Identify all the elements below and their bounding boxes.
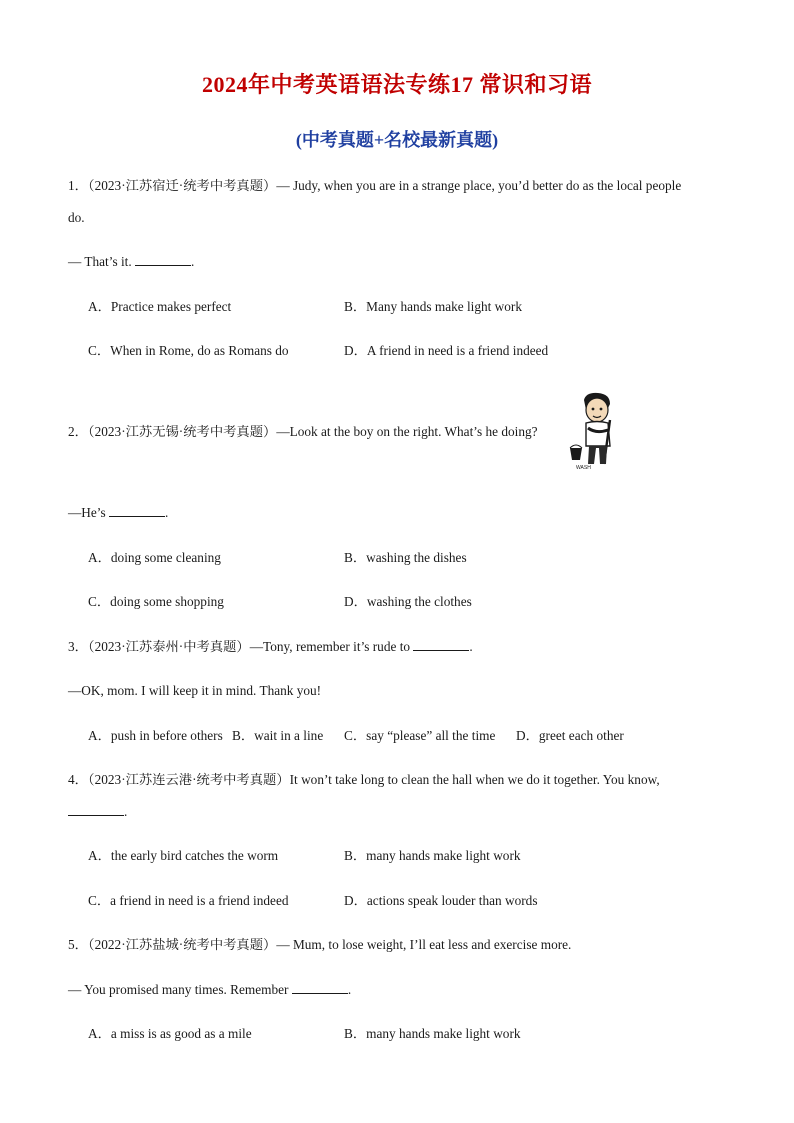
- question-text: — Mum, to lose weight, I’ll eat less and exercise more.: [276, 937, 572, 952]
- option-c[interactable]: C．doing some shopping: [88, 594, 224, 609]
- question-text: It won’t take long to clean the hall when we do it together. You know,: [289, 772, 660, 787]
- question-4-stem-cont: .: [68, 803, 127, 821]
- question-3-reply: —OK, mom. I will keep it in mind. Thank you!: [68, 683, 322, 698]
- boy-mopping-illustration: [566, 390, 626, 470]
- question-1-stem-cont: do.: [68, 210, 85, 225]
- question-4-stem: [68, 771, 660, 789]
- question-5-stem: [68, 936, 571, 954]
- question-5-reply: — You promised many times. Remember .: [68, 982, 352, 997]
- question-source: （2023·江苏无锡·统考中考真题）: [87, 424, 277, 439]
- option-a[interactable]: A．Practice makes perfect: [88, 299, 232, 314]
- illustration-caption: WASH: [576, 465, 591, 470]
- question-2-reply: —He’s .: [68, 505, 169, 520]
- option-b[interactable]: B．Many hands make light work: [344, 299, 523, 314]
- option-a[interactable]: A．a miss is as good as a mile: [88, 1026, 252, 1041]
- option-a[interactable]: A．push in before others: [88, 728, 223, 743]
- page-title: 2024年中考英语语法专练17 常识和习语: [201, 72, 592, 97]
- option-d[interactable]: D．greet each other: [516, 728, 624, 743]
- question-number: 1．: [68, 178, 88, 193]
- question-number: 4．: [68, 772, 88, 787]
- answer-blank[interactable]: [292, 981, 348, 994]
- option-a[interactable]: A．doing some cleaning: [88, 550, 221, 565]
- question-1-reply: — That’s it. .: [68, 254, 195, 269]
- question-number: 2．: [68, 424, 88, 439]
- page-subtitle: (中考真题+名校最新真题): [295, 130, 499, 150]
- option-b[interactable]: B．many hands make light work: [344, 848, 521, 863]
- question-source: （2023·江苏泰州·中考真题）: [87, 639, 250, 654]
- answer-blank[interactable]: [135, 253, 191, 266]
- option-b[interactable]: B．many hands make light work: [344, 1026, 521, 1041]
- option-d[interactable]: D．A friend in need is a friend indeed: [344, 343, 549, 358]
- option-d[interactable]: D．actions speak louder than words: [344, 893, 538, 908]
- question-source: （2023·江苏宿迁·统考中考真题）: [87, 178, 277, 193]
- option-d[interactable]: D．washing the clothes: [344, 594, 472, 609]
- question-source: （2023·江苏连云港·统考中考真题）: [87, 772, 290, 787]
- option-c[interactable]: C．a friend in need is a friend indeed: [88, 893, 289, 908]
- question-source: （2022·江苏盐城·统考中考真题）: [87, 937, 277, 952]
- question-text: — Judy, when you are in a strange place, you’d better do as the local people: [276, 178, 682, 193]
- answer-blank[interactable]: [68, 803, 124, 816]
- question-text: —Look at the boy on the right. What’s he doing?: [276, 424, 538, 439]
- option-a[interactable]: A．the early bird catches the worm: [88, 848, 279, 863]
- option-b[interactable]: B．washing the dishes: [344, 550, 467, 565]
- answer-blank[interactable]: [109, 504, 165, 517]
- option-b[interactable]: B．wait in a line: [232, 728, 324, 743]
- question-3-stem: 3．（2023·江苏泰州·中考真题）—Tony, remember it’s rude to .: [68, 639, 473, 654]
- option-c[interactable]: C．say “please” all the time: [344, 728, 496, 743]
- question-number: 5．: [68, 937, 88, 952]
- question-number: 3．: [68, 639, 88, 654]
- question-2-stem: [68, 423, 538, 441]
- option-c[interactable]: C．When in Rome, do as Romans do: [88, 343, 289, 358]
- question-1-stem: [68, 177, 681, 195]
- answer-blank[interactable]: [413, 638, 469, 651]
